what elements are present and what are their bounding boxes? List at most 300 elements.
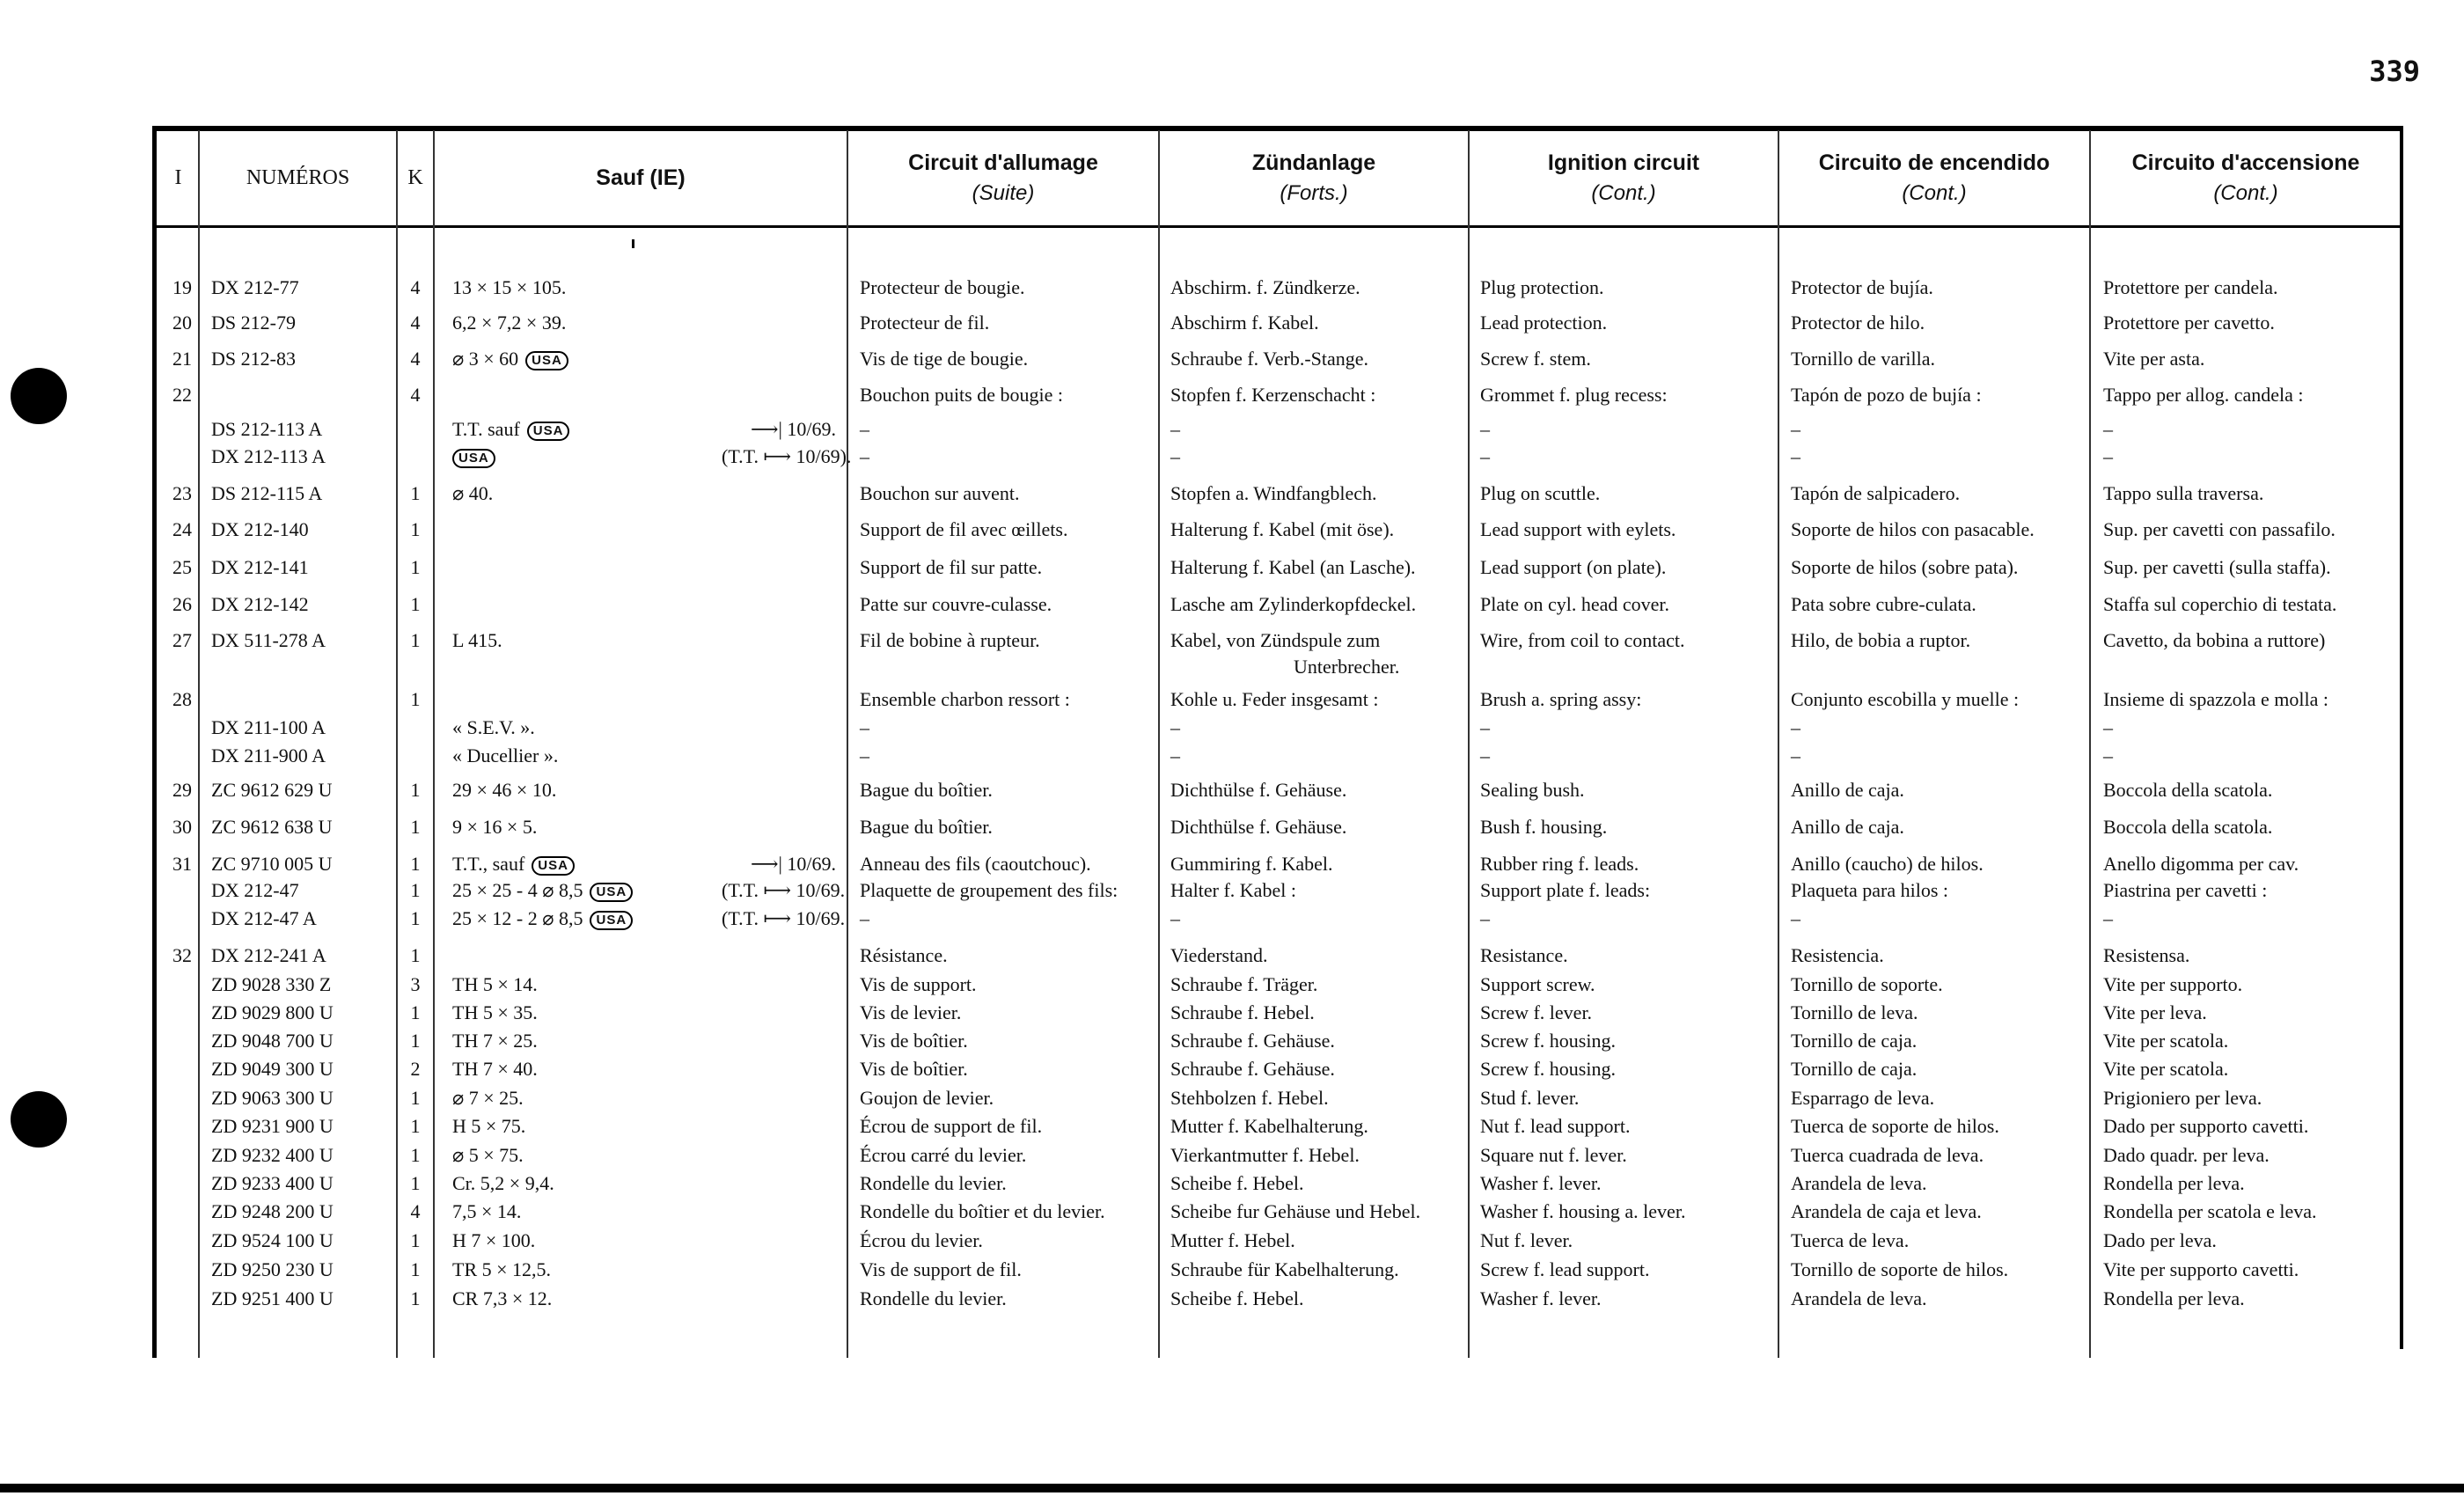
desc-de-text: Vierkantmutter f. Hebel. [1170, 1144, 1360, 1166]
table-row [0, 1113, 2464, 1143]
desc-en-text: Brush a. spring assy: [1480, 688, 1642, 710]
desc-it [2103, 1257, 2299, 1283]
desc-en-text: – [1480, 744, 1490, 766]
spec [452, 1028, 538, 1054]
part-number-text: ZD 9251 400 U [211, 1287, 334, 1309]
desc-de-text: Scheibe f. Hebel. [1170, 1172, 1304, 1194]
desc-es [1791, 906, 1800, 932]
desc-it [2103, 814, 2272, 840]
desc-fr [860, 715, 869, 741]
desc-de-text: Stopfen f. Kerzenschacht : [1170, 384, 1376, 406]
desc-de-text: Mutter f. Hebel. [1170, 1229, 1295, 1251]
desc-en [1480, 382, 1668, 408]
desc-de-text: Kohle u. Feder insgesamt : [1170, 688, 1379, 710]
desc-it-text: Dado per supporto cavetti. [2103, 1115, 2309, 1137]
desc-it [2103, 1056, 2228, 1082]
desc-de [1170, 1199, 1420, 1225]
desc-en-text: – [1480, 418, 1490, 440]
spec [452, 877, 633, 904]
spec-text: ⌀ 5 × 75. [452, 1144, 524, 1166]
item-index-text: 21 [172, 348, 192, 370]
item-index-text: 30 [172, 816, 192, 838]
quantity [398, 906, 433, 932]
desc-fr [860, 1113, 1042, 1140]
desc-en-text: Plug protection. [1480, 276, 1604, 298]
desc-en [1480, 777, 1585, 803]
spec [452, 906, 633, 932]
desc-fr-text: – [860, 907, 869, 929]
item-index-text: 31 [172, 853, 192, 875]
header-de-title: Zündanlage [1251, 150, 1376, 175]
part-number [211, 877, 299, 904]
quantity-text: 4 [410, 276, 421, 298]
spec-text: « Ducellier ». [452, 744, 559, 766]
desc-es [1791, 480, 1960, 507]
desc-es [1791, 972, 1943, 998]
spec-text: 13 × 15 × 105. [452, 276, 567, 298]
spec-text: TR 5 × 12,5. [452, 1258, 552, 1280]
desc-it-text: Protettore per cavetto. [2103, 312, 2275, 334]
desc-en-text: – [1480, 907, 1490, 929]
item-index [158, 554, 192, 581]
desc-fr-text: – [860, 418, 869, 440]
date-note-text: (T.T. ⟼ 10/69). [722, 445, 852, 467]
desc-fr-text: Bague du boîtier. [860, 816, 993, 838]
desc-fr [860, 416, 869, 443]
desc-en [1480, 743, 1490, 769]
stray-mark [632, 239, 634, 248]
desc-fr-text: Résistance. [860, 944, 948, 966]
desc-es [1791, 1028, 1917, 1054]
desc-fr [860, 1286, 1007, 1312]
desc-fr-text: Rondelle du levier. [860, 1172, 1007, 1194]
desc-es-text: Arandela de leva. [1791, 1172, 1927, 1194]
item-index [158, 310, 192, 336]
desc-fr [860, 814, 993, 840]
part-number [211, 310, 296, 336]
desc-en [1480, 1056, 1616, 1082]
desc-en-text: Sealing bush. [1480, 779, 1585, 801]
quantity [398, 1113, 433, 1140]
desc-it-text: – [2103, 744, 2113, 766]
desc-it-text: Vite per leva. [2103, 1001, 2207, 1023]
table-row [0, 627, 2464, 678]
header-es-sub: (Cont.) [1902, 181, 1967, 205]
desc-fr [860, 1257, 1022, 1283]
desc-it [2103, 310, 2275, 336]
quantity-text: 4 [410, 384, 421, 406]
desc-de-text: Lasche am Zylinderkopfdeckel. [1170, 593, 1417, 615]
desc-es [1791, 1170, 1927, 1197]
desc-en-text: Grommet f. plug recess: [1480, 384, 1668, 406]
desc-it [2103, 942, 2189, 969]
desc-es [1791, 517, 2035, 543]
item-index [158, 382, 192, 408]
spec-text: 29 × 46 × 10. [452, 779, 557, 801]
spec [452, 480, 493, 507]
spec-text: CR 7,3 × 12. [452, 1287, 553, 1309]
part-number [211, 1028, 334, 1054]
desc-es-text: Conjunto escobilla y muelle : [1791, 688, 2020, 710]
desc-en [1480, 686, 1641, 713]
desc-es-text: Tapón de salpicadero. [1791, 482, 1961, 504]
date-note-text: ⟶| 10/69. [750, 853, 836, 875]
table-row [0, 346, 2464, 376]
part-number-text: ZD 9048 700 U [211, 1030, 334, 1052]
desc-fr [860, 686, 1070, 713]
frame-top-rule [152, 126, 2403, 131]
part-number-text: DX 212-47 A [211, 907, 317, 929]
part-number-text: ZD 9063 300 U [211, 1087, 334, 1109]
header-en-title: Ignition circuit [1547, 150, 1700, 175]
desc-de [1170, 275, 1360, 301]
desc-en [1480, 906, 1490, 932]
desc-de-text: Gummiring f. Kabel. [1170, 853, 1333, 875]
table-row [0, 382, 2464, 412]
desc-fr [860, 1170, 1007, 1197]
desc-it [2103, 715, 2113, 741]
desc-en-text: Wire, from coil to contact. [1480, 629, 1685, 651]
desc-en-text: Rubber ring f. leads. [1480, 853, 1639, 875]
header-en-sub: (Cont.) [1591, 181, 1656, 205]
desc-it-text: Dado per leva. [2103, 1229, 2217, 1251]
desc-de [1170, 382, 1375, 408]
header-col-fr [848, 132, 1158, 224]
desc-it-text: Sup. per cavetti con passafilo. [2103, 518, 2336, 540]
table-row [0, 310, 2464, 340]
spec-text: Cr. 5,2 × 9,4. [452, 1172, 554, 1194]
desc-fr [860, 1028, 968, 1054]
quantity-text: 1 [410, 1258, 421, 1280]
desc-en-text: Lead protection. [1480, 312, 1608, 334]
part-number [211, 480, 322, 507]
desc-fr [860, 1056, 968, 1082]
date-note-text: (T.T. ⟼ 10/69. [722, 879, 846, 901]
desc-fr [860, 777, 993, 803]
desc-es-text: Tuerca de soporte de hilos. [1791, 1115, 1999, 1137]
quantity-text: 3 [410, 973, 421, 995]
part-number [211, 1000, 334, 1026]
quantity-text: 1 [410, 779, 421, 801]
desc-en-text: Support plate f. leads: [1480, 879, 1651, 901]
quantity-text: 1 [410, 1087, 421, 1109]
desc-es [1791, 1199, 1982, 1225]
part-number [211, 1286, 334, 1312]
desc-en [1480, 1257, 1649, 1283]
desc-en-text: – [1480, 716, 1490, 738]
desc-fr [860, 382, 1063, 408]
desc-it [2103, 554, 2331, 581]
desc-it-text: Vite per supporto cavetti. [2103, 1258, 2299, 1280]
desc-fr-text: Ensemble charbon ressort : [860, 688, 1070, 710]
part-number [211, 743, 326, 769]
desc-fr-text: Vis de tige de bougie. [860, 348, 1029, 370]
quantity-text: 1 [410, 907, 421, 929]
header-col-i [158, 132, 198, 224]
desc-it-text: Insieme di spazzola e molla : [2103, 688, 2328, 710]
desc-fr [860, 1000, 961, 1026]
desc-it-text: Rondella per leva. [2103, 1172, 2245, 1194]
desc-fr [860, 743, 869, 769]
header-col-k-label: K [407, 166, 423, 189]
spec [452, 1056, 538, 1082]
item-index [158, 517, 192, 543]
quantity [398, 310, 433, 336]
desc-fr [860, 444, 869, 470]
desc-de-text: – [1170, 418, 1180, 440]
desc-fr [860, 1142, 1026, 1169]
desc-de [1170, 851, 1333, 877]
part-number-text: DX 212-140 [211, 518, 309, 540]
table-row [0, 743, 2464, 773]
desc-de [1170, 1056, 1335, 1082]
desc-it [2103, 1170, 2245, 1197]
spec-text: T.T., sauf [452, 853, 525, 875]
desc-en [1480, 1170, 1602, 1197]
desc-es-text: Tuerca de leva. [1791, 1229, 1910, 1251]
part-number [211, 275, 299, 301]
desc-en-text: – [1480, 445, 1490, 467]
desc-es-text: Anillo (caucho) de hilos. [1791, 853, 1984, 875]
quantity-text: 1 [410, 688, 421, 710]
desc-it [2103, 777, 2272, 803]
spec [452, 310, 566, 336]
spec-text: 7,5 × 14. [452, 1200, 522, 1222]
date-note [722, 851, 836, 877]
desc-de-text: Halterung f. Kabel (mit öse). [1170, 518, 1395, 540]
table-row [0, 275, 2464, 304]
quantity [398, 942, 433, 969]
part-number [211, 1257, 334, 1283]
desc-de [1170, 686, 1378, 713]
desc-it-text: – [2103, 445, 2113, 467]
part-number-text: ZD 9028 330 Z [211, 973, 332, 995]
item-index [158, 777, 192, 803]
desc-fr [860, 972, 977, 998]
part-number [211, 972, 331, 998]
quantity [398, 1257, 433, 1283]
quantity [398, 1170, 433, 1197]
item-index-text: 32 [172, 944, 192, 966]
desc-de-text: Dichthülse f. Gehäuse. [1170, 816, 1347, 838]
spec-text: TH 7 × 25. [452, 1030, 538, 1052]
spec-text: 25 × 12 - 2 ⌀ 8,5 [452, 907, 583, 929]
table-row [0, 1170, 2464, 1200]
desc-en-text: Screw f. housing. [1480, 1030, 1616, 1052]
spec-text: L 415. [452, 629, 502, 651]
quantity-text: 2 [410, 1058, 421, 1080]
desc-es-text: – [1791, 744, 1800, 766]
quantity [398, 1056, 433, 1082]
part-number-text: DS 212-115 A [211, 482, 323, 504]
quantity-text: 1 [410, 518, 421, 540]
header-rule [152, 225, 2403, 228]
desc-fr [860, 1228, 983, 1254]
quantity-text: 1 [410, 1172, 421, 1194]
part-number-text: ZD 9232 400 U [211, 1144, 334, 1166]
desc-it-text: Vite per scatola. [2103, 1058, 2229, 1080]
desc-de-text: – [1170, 716, 1180, 738]
desc-es [1791, 942, 1884, 969]
desc-fr-text: – [860, 716, 869, 738]
spec-text: 25 × 25 - 4 ⌀ 8,5 [452, 879, 583, 901]
date-note [722, 906, 846, 932]
desc-fr-text: Écrou du levier. [860, 1229, 983, 1251]
part-number-text: DX 212-113 A [211, 445, 326, 467]
desc-de-text: Schraube f. Gehäuse. [1170, 1058, 1335, 1080]
desc-it [2103, 275, 2278, 301]
desc-it-text: Cavetto, da bobina a ruttore) [2103, 629, 2326, 651]
part-number-text: DX 211-100 A [211, 716, 326, 738]
desc-fr [860, 346, 1028, 372]
quantity [398, 1228, 433, 1254]
desc-fr-text: Vis de boîtier. [860, 1030, 968, 1052]
desc-it-text: Rondella per scatola e leva. [2103, 1200, 2317, 1222]
desc-de-text: Scheibe f. Hebel. [1170, 1287, 1304, 1309]
desc-de [1170, 517, 1394, 543]
desc-it [2103, 743, 2113, 769]
desc-de [1170, 444, 1180, 470]
desc-it [2103, 877, 2267, 904]
desc-it [2103, 686, 2328, 713]
desc-en [1480, 851, 1639, 877]
desc-it-text: Protettore per candela. [2103, 276, 2278, 298]
item-index-text: 23 [172, 482, 192, 504]
quantity-text: 1 [410, 482, 421, 504]
header-fr-title: Circuit d'allumage [908, 150, 1098, 175]
desc-es [1791, 1286, 1927, 1312]
desc-de-text: Stopfen a. Windfangblech. [1170, 482, 1377, 504]
desc-de [1170, 1000, 1315, 1026]
quantity [398, 877, 433, 904]
header-it-title: Circuito d'accensione [2131, 150, 2360, 175]
part-number-text: DS 212-79 [211, 312, 296, 334]
quantity-text: 1 [410, 944, 421, 966]
desc-es [1791, 382, 1982, 408]
usa-badge: USA [532, 856, 575, 876]
spec [452, 777, 556, 803]
spec [452, 1000, 538, 1026]
desc-en [1480, 627, 1684, 654]
desc-en-text: Washer f. lever. [1480, 1172, 1602, 1194]
desc-fr [860, 1199, 1105, 1225]
desc-en [1480, 480, 1600, 507]
desc-it [2103, 1142, 2270, 1169]
desc-es [1791, 554, 2018, 581]
item-index-text: 20 [172, 312, 192, 334]
desc-es-text: Resistencia. [1791, 944, 1884, 966]
header-col-numeros [200, 132, 396, 224]
part-number-text: DX 212-241 A [211, 944, 326, 966]
header-col-k [398, 132, 433, 224]
spec [452, 1113, 525, 1140]
quantity [398, 1142, 433, 1169]
quantity-text: 1 [410, 1001, 421, 1023]
desc-en [1480, 1199, 1685, 1225]
quantity [398, 517, 433, 543]
desc-it [2103, 480, 2263, 507]
desc-fr-text: Bouchon sur auvent. [860, 482, 1020, 504]
spec-text: 9 × 16 × 5. [452, 816, 538, 838]
quantity [398, 382, 433, 408]
part-number-text: DX 212-141 [211, 556, 309, 578]
desc-en-text: Bush f. housing. [1480, 816, 1608, 838]
item-index-text: 22 [172, 384, 192, 406]
part-number [211, 777, 333, 803]
desc-it-text: Vite per supporto. [2103, 973, 2243, 995]
date-note [722, 877, 846, 904]
table-row [0, 1257, 2464, 1287]
part-number [211, 1085, 334, 1111]
part-number [211, 942, 326, 969]
desc-en [1480, 1028, 1616, 1054]
table-row [0, 1085, 2464, 1115]
desc-de-continued: Unterbrecher. [1294, 656, 1400, 678]
quantity [398, 627, 433, 654]
desc-it [2103, 1228, 2217, 1254]
desc-it [2103, 517, 2336, 543]
part-number-text: DX 211-900 A [211, 744, 326, 766]
desc-es [1791, 743, 1800, 769]
desc-it [2103, 1286, 2245, 1312]
header-es-title: Circuito de encendido [1818, 150, 2050, 175]
desc-fr [860, 877, 1118, 904]
part-number [211, 517, 309, 543]
desc-fr-text: Fil de bobine à rupteur. [860, 629, 1040, 651]
desc-de-text: Schraube für Kabelhalterung. [1170, 1258, 1399, 1280]
header-col-it [2091, 132, 2401, 224]
part-number [211, 814, 333, 840]
desc-it [2103, 591, 2336, 618]
desc-de-text: Halter f. Kabel : [1170, 879, 1296, 901]
desc-es [1791, 1056, 1917, 1082]
desc-de-text: Mutter f. Kabelhalterung. [1170, 1115, 1368, 1137]
spec [452, 416, 569, 443]
desc-de-text: Stehbolzen f. Hebel. [1170, 1087, 1329, 1109]
table-row [0, 1142, 2464, 1172]
item-index-text: 26 [172, 593, 192, 615]
spec [452, 715, 535, 741]
desc-fr [860, 517, 1067, 543]
table-row [0, 1056, 2464, 1086]
page-number: 339 [2369, 55, 2420, 88]
item-index [158, 942, 192, 969]
desc-it [2103, 416, 2113, 443]
table-row [0, 554, 2464, 584]
spec [452, 1085, 524, 1111]
desc-es [1791, 1142, 1984, 1169]
item-index [158, 480, 192, 507]
desc-it-text: – [2103, 716, 2113, 738]
date-note [722, 444, 852, 470]
desc-en [1480, 346, 1591, 372]
part-number-text: ZD 9524 100 U [211, 1229, 334, 1251]
table-row [0, 906, 2464, 935]
desc-es-text: Soporte de hilos (sobre pata). [1791, 556, 2019, 578]
desc-de-text: Abschirm. f. Zündkerze. [1170, 276, 1360, 298]
desc-es [1791, 1113, 1999, 1140]
header-fr-sub: (Suite) [972, 181, 1035, 205]
part-number-text: ZC 9710 005 U [211, 853, 333, 875]
item-index-text: 29 [172, 779, 192, 801]
spec [452, 1142, 524, 1169]
spec-text: TH 5 × 35. [452, 1001, 538, 1023]
desc-es [1791, 310, 1925, 336]
spec [452, 1170, 554, 1197]
desc-de [1170, 972, 1317, 998]
header-col-sauf [435, 132, 847, 224]
part-number-text: ZD 9049 300 U [211, 1058, 334, 1080]
